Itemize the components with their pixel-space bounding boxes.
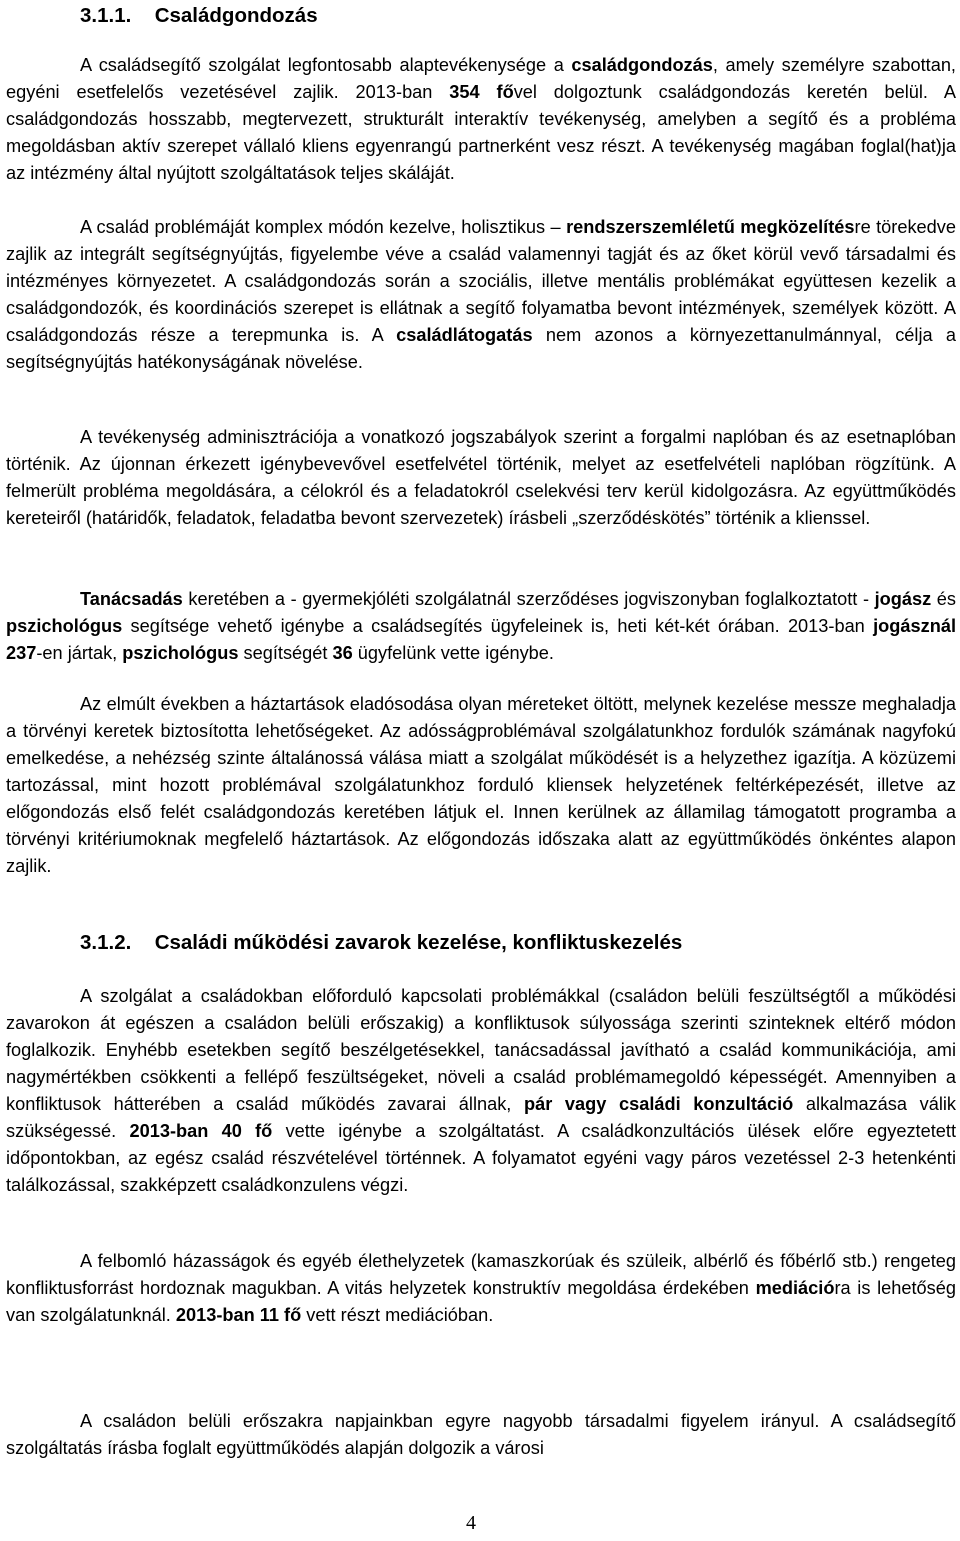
bold-text: családgondozás [571, 55, 713, 75]
bold-text: jogász [874, 589, 932, 609]
body-text: segítségét [238, 643, 333, 663]
body-text: A családsegítő szolgálat legfontosabb alaptevékenysége a [80, 55, 572, 75]
section-number: 3.1.1. [80, 4, 132, 27]
body-text: vett részt mediációban. [301, 1305, 494, 1325]
body-text: vette igénybe a szolgáltatást. A családkonzultációs ülések előre egyeztetett időpontokban, az egész család részvételével történnek. A folyamatot egyéni vagy páros vezetéssel 2-3 hetenkénti találkozással, szakképzett családkonzulens végzi. [6, 1121, 957, 1195]
section-heading-3-1-2 [80, 930, 682, 956]
section-title: Családi működési zavarok kezelése, konfliktuskezelés [154, 931, 683, 954]
bold-text: pszichológus [6, 616, 123, 636]
body-text: ra is lehetőség van szolgálatunknál. [6, 1278, 956, 1325]
section-number: 3.1.2. [80, 931, 132, 954]
body-text: segítsége vehető igénybe a családsegítés ügyfeleinek is, heti két-két órában. 2013-ban [122, 616, 874, 636]
paragraph-relationship-problems [6, 983, 956, 1199]
bold-text: pszichológus [122, 643, 239, 663]
page-number: 4 [466, 1512, 476, 1534]
body-text: nem azonos a környezettanulmánnyal, célja a segítségnyújtás hatékonyságának növelése. [6, 325, 956, 372]
body-text: vel dolgoztunk családgondozás keretén belül. A családgondozás hosszabb, megtervezett, strukturált interaktív tevékenység, amelyben a segítő és a probléma megoldásban aktív szerepet vállaló kliens egyenrangú partnerként vesz részt. A tevékenység magában foglal(hat)ja az intézmény által nyújtott szolgáltatások teljes skáláját. [6, 82, 956, 183]
body-text: A család problémáját komplex módón kezelve, holisztikus – [80, 217, 567, 237]
section-heading-3-1-1 [80, 3, 318, 29]
body-text: A felbomló házasságok és egyéb élethelyzetek (kamaszkorúak és szüleik, albérlő és főbérlő stb.) rengeteg konfliktusforrást hordoznak magukban. A vitás helyzetek konstruktív megoldása érdekében [6, 1251, 956, 1298]
body-text: keretében a - gyermekjóléti szolgálatnál szerződéses jogviszonyban foglalkoztatott - [182, 589, 875, 609]
bold-text: rendszerszemléletű megközelítés [566, 217, 855, 237]
bold-text: családlátogatás [396, 325, 533, 345]
body-text: re törekedve zajlik az integrált segítségnyújtás, figyelembe véve a család valamennyi tagját és az őket körül vevő társadalmi és intézményes környezetet. A családgondozás során a szociális, illetve mentális problémákat együttesen kezelik a családgondozók, és koordinációs szerepet is ellátnak a segítő folyamatba bevont intézmények, személyek között. A családgondozás része a terepmunka is. A [6, 217, 956, 345]
paragraph-mediation [6, 1248, 956, 1329]
body-text: ügyfelünk vette igénybe. [352, 643, 554, 663]
section-title: Családgondozás [154, 4, 318, 27]
paragraph-debt-management [6, 691, 956, 880]
body-text: és [931, 589, 957, 609]
paragraph-counselling [6, 586, 956, 667]
body-text: , amely személyre szabottan, egyéni esetfelelős vezetésével zajlik. 2013-ban [6, 55, 956, 102]
paragraph-domestic-violence [6, 1408, 956, 1462]
bold-text: 2013-ban 11 fő [175, 1305, 302, 1325]
body-text: alkalmazása válik szükségessé. [6, 1094, 956, 1141]
bold-text: pár vagy családi konzultáció [523, 1094, 794, 1114]
bold-text: 354 fő [449, 82, 514, 102]
body-text: A családon belüli erőszakra napjainkban egyre nagyobb társadalmi figyelem irányul. A családsegítő szolgáltatás írásba foglalt együttműködés alapján dolgozik a városi [6, 1411, 956, 1458]
paragraph-holistic-approach [6, 214, 956, 376]
body-text: A tevékenység adminisztrációja a vonatkozó jogszabályok szerint a forgalmi naplóban és az esetnaplóban történik. Az újonnan érkezett igénybevevővel esetfelvétel történik, melyet az esetfelvételi naplóban rögzítünk. A felmerült probléma megoldására, a célokról és a feladatokról cselekvési terv kerül kidolgozásra. Az együttműködés kereteiről (határidők, feladatok, feladatba bevont szervezetek) írásbeli „szerződéskötés” történik a klienssel. [6, 427, 956, 528]
bold-text: 2013-ban 40 fő [129, 1121, 273, 1141]
bold-text: mediáció [755, 1278, 835, 1298]
body-text: -en jártak, [36, 643, 123, 663]
body-text: A szolgálat a családokban előforduló kapcsolati problémákkal (családon belüli feszültségtől a működési zavarokon át egészen a családon belüli erőszakig) a konfliktusok súlyossága szerinti szinteknek eltérő módon foglalkozik. Enyhébb esetekben segítő beszélgetésekkel, tanácsadással javítható a család kommunikációja, ami nagymértékben csökkenti a fellépő feszültségeket, növeli a család problémamegoldó képességét. Amennyiben a konfliktusok hátterében a család működés zavarai állnak, [6, 986, 956, 1114]
paragraph-familycare-intro [6, 52, 956, 187]
body-text: Az elmúlt években a háztartások eladósodása olyan méreteket öltött, melynek kezelése messze meghaladja a törvényi keretek biztosította lehetőségeket. Az adósságproblémával szolgálatunkhoz fordulók számának nagyfokú emelkedése, a nehézség szinte általánossá válása miatt a szolgálat működését is a helyzethez igazítja. A közüzemi tartozással, mint hozott problémával szolgálatunkhoz forduló kliensek helyzetének feltérképezését, illetve az előgondozás első felét családgondozás keretében látjuk el. Innen kerülnek az államilag támogatott programba a törvényi kritériumoknak megfelelő háztartások. Az előgondozás időszaka alatt az együttműködés önkéntes alapon zajlik. [6, 694, 956, 876]
bold-text: jogásznál 237 [6, 616, 956, 663]
bold-text: Tanácsadás [80, 589, 183, 609]
bold-text: 36 [332, 643, 353, 663]
paragraph-administration [6, 424, 956, 532]
